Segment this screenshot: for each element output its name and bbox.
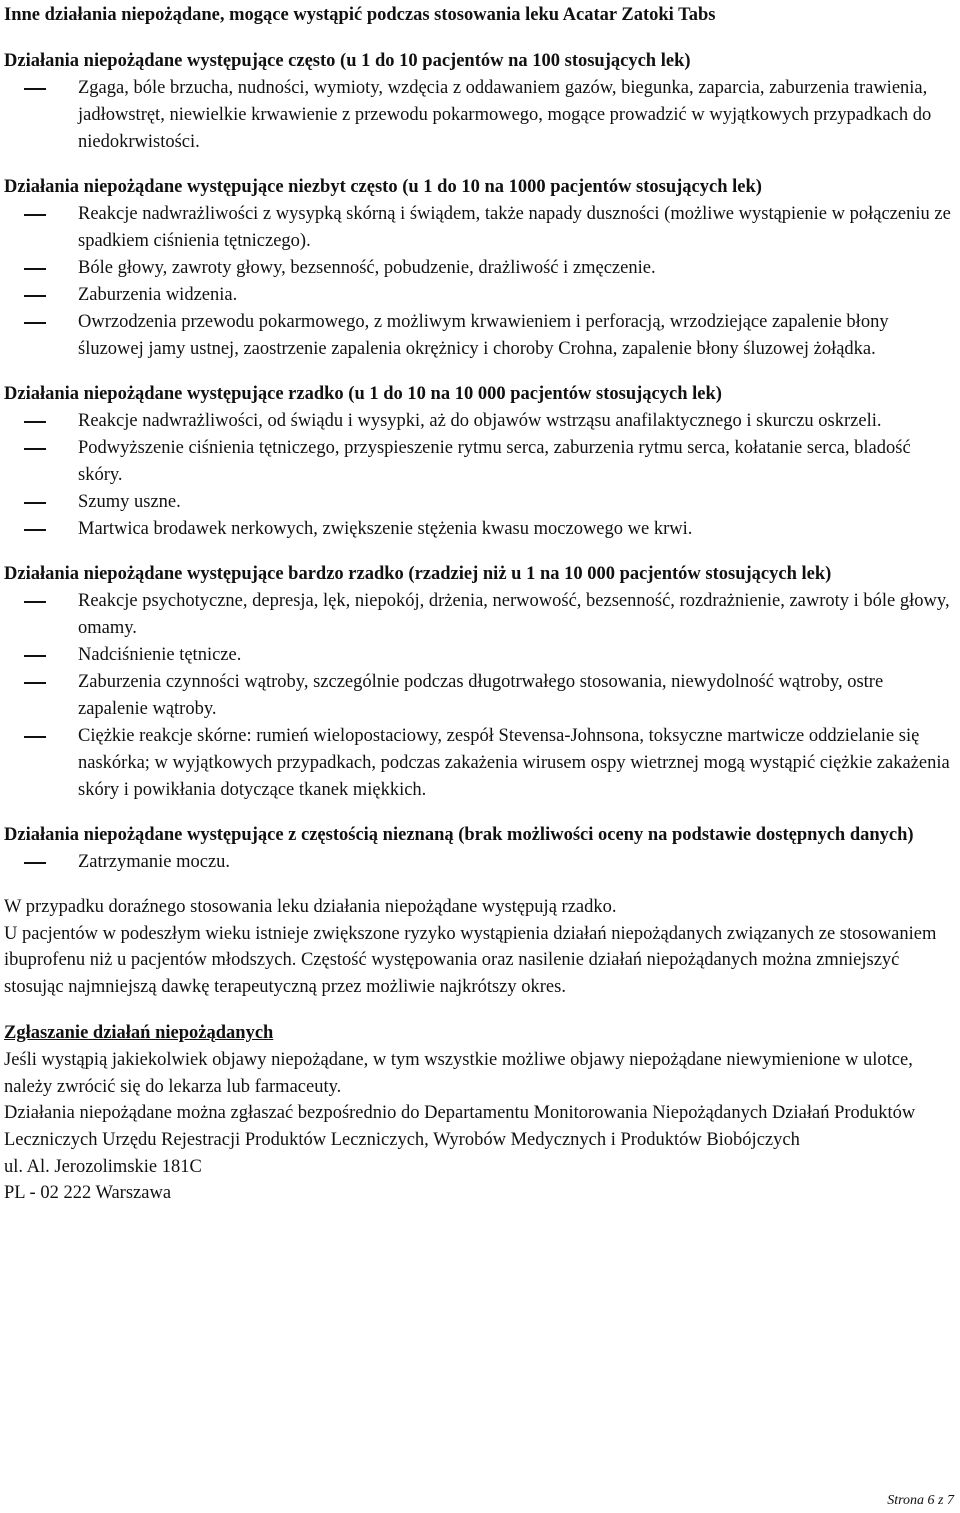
list-item: Nadciśnienie tętnicze. [4,642,956,669]
section-unknown-frequency [4,822,956,876]
list-item: Bóle głowy, zawroty głowy, bezsenność, pobudzenie, drażliwość i zmęczenie. [4,255,956,282]
list-item: Podwyższenie ciśnienia tętniczego, przyspieszenie rytmu serca, zaburzenia rytmu serca, kołatanie serca, bladość skóry. [4,435,956,489]
dash-bullet-icon [24,655,46,657]
reporting-title: Zgłaszanie działań niepożądanych [4,1022,274,1043]
dash-bullet-icon [24,682,46,684]
dash-bullet-icon [24,322,46,324]
dash-bullet-icon [24,295,46,297]
dash-bullet-icon [24,601,46,603]
section-heading: Działania niepożądane występujące często (u 1 do 10 pacjentów na 100 stosujących lek) [4,51,691,71]
note-paragraph: W przypadku doraźnego stosowania leku działania niepożądane występują rzadko. [4,897,617,917]
note-paragraph: U pacjentów w podeszłym wieku istnieje zwiększone ryzyko wystąpienia działań niepożądanych związanych ze stosowaniem ibuprofenu niż u pacjentów młodszych. Częstość występowania oraz nasilenie działań niepożądanych można zmniejszyć stosując najmniejszą dawkę terapeutyczną przez możliwie najkrótszy okres. [4,923,937,998]
dash-bullet-icon [24,862,46,864]
list-item: Reakcje nadwrażliwości z wysypką skórną i świądem, także napady duszności (możliwe wystąpienie w połączeniu ze spadkiem ciśnienia tętniczego). [4,201,956,255]
list-item: Martwica brodawek nerkowych, zwiększenie stężenia kwasu moczowego we krwi. [4,516,956,543]
list-item: Reakcje nadwrażliwości, od świądu i wysypki, aż do objawów wstrząsu anafilaktycznego i skurczu oskrzeli. [4,408,956,435]
reporting-paragraph: Jeśli wystąpią jakiekolwiek objawy niepożądane, w tym wszystkie możliwe objawy niepożądane niewymienione w ulotce, należy zwrócić się do lekarza lub farmaceuty. [4,1049,913,1097]
notes-block [4,894,956,1001]
dash-bullet-icon [24,529,46,531]
page-title: Inne działania niepożądane, mogące wystąpić podczas stosowania leku Acatar Zatoki Tabs [4,5,716,25]
dash-bullet-icon [24,736,46,738]
list-item: Zgaga, bóle brzucha, nudności, wymioty, wzdęcia z oddawaniem gazów, biegunka, zaparcia, zaburzenia trawienia, jadłowstręt, niewielkie krwawienie z przewodu pokarmowego, mogące prowadzić w wyjątkowych przypadkach do niedokrwistości. [4,75,956,156]
reporting-paragraph: Działania niepożądane można zgłaszać bezpośrednio do Departamentu Monitorowania Niepożądanych Działań Produktów Leczniczych Urzędu Rejestracji Produktów Leczniczych, Wyrobów Medycznych i Produktów Biobójczych [4,1103,916,1150]
list-item: Owrzodzenia przewodu pokarmowego, z możliwym krwawieniem i perforacją, wrzodziejące zapalenie błony śluzowej jamy ustnej, zaostrzenie zapalenia okrężnicy i choroby Crohna, zapalenie błony śluzowej żołądka. [4,309,956,363]
section-very-rare [4,561,956,804]
section-heading: Działania niepożądane występujące niezbyt często (u 1 do 10 na 1000 pacjentów stosujących lek) [4,177,762,197]
section-heading: Działania niepożądane występujące bardzo rzadko (rzadziej niż u 1 na 10 000 pacjentów stosujących lek) [4,564,832,584]
list-item: Reakcje psychotyczne, depresja, lęk, niepokój, drżenia, nerwowość, bezsenność, rozdrażnienie, zawroty i bóle głowy, omamy. [4,588,956,642]
list-item: Zaburzenia widzenia. [4,282,956,309]
section-rare [4,381,956,543]
dash-bullet-icon [24,214,46,216]
reporting-block [4,1020,956,1207]
list-item: Zatrzymanie moczu. [4,849,956,876]
address-line: PL - 02 222 Warszawa [4,1183,172,1204]
section-heading: Działania niepożądane występujące z częstością nieznaną (brak możliwości oceny na podstawie dostępnych danych) [4,825,914,845]
dash-bullet-icon [24,421,46,423]
address-line: ul. Al. Jerozolimskie 181C [4,1156,202,1177]
section-uncommon [4,174,956,363]
section-common [4,48,956,156]
list-item: Zaburzenia czynności wątroby, szczególnie podczas długotrwałego stosowania, niewydolność wątroby, ostre zapalenie wątroby. [4,669,956,723]
dash-bullet-icon [24,502,46,504]
dash-bullet-icon [24,448,46,450]
document-page [4,0,956,1207]
dash-bullet-icon [24,268,46,270]
section-heading: Działania niepożądane występujące rzadko (u 1 do 10 na 10 000 pacjentów stosujących lek) [4,384,722,404]
list-item: Ciężkie reakcje skórne: rumień wielopostaciowy, zespół Stevensa-Johnsona, toksyczne martwicze oddzielanie się naskórka; w wyjątkowych przypadkach, podczas zakażenia wirusem ospy wietrznej mogą wystąpić ciężkie zakażenia skóry i powikłania dotyczące tkanek miękkich. [4,723,956,804]
list-item: Szumy uszne. [4,489,956,516]
dash-bullet-icon [24,88,46,90]
page-number: Strona 6 z 7 [887,1493,954,1508]
